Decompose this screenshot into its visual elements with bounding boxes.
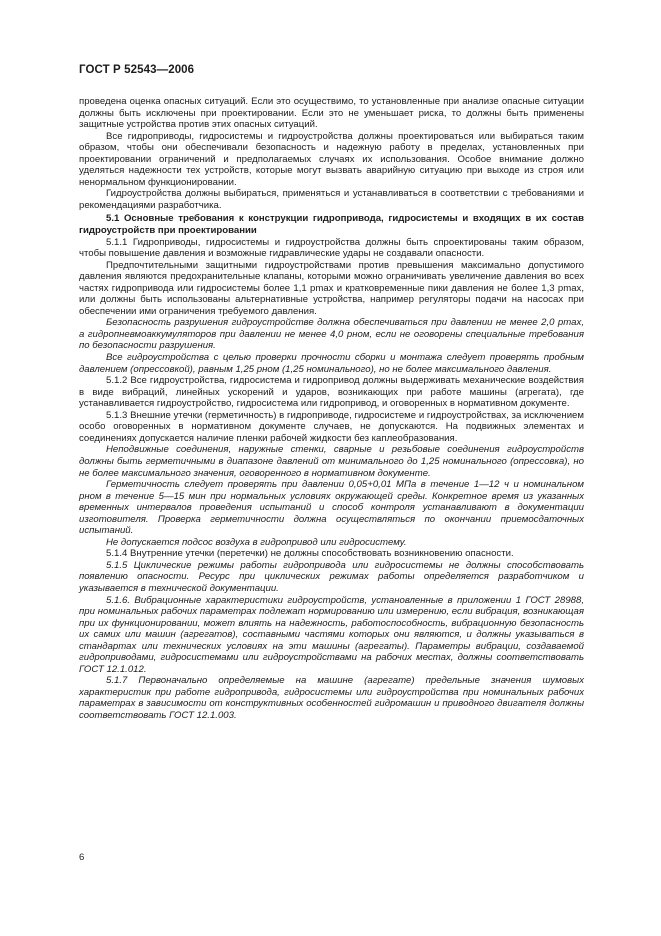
paragraph: проведена оценка опасных ситуаций. Если это осуществимо, то установленные при анализе опасные ситуации должны быть исключены при проектировании. Если это не уменьшает риска, то должны быть применены защитные устройства против этих опасных ситуаций. <box>79 96 584 131</box>
clause-5-1-1: 5.1.1 Гидроприводы, гидросистемы и гидроустройства должны быть спроектированы таким образом, чтобы повышение давления и возможные гидравлические удары не создавали опасности. <box>79 236 584 260</box>
paragraph: Неподвижные соединения, наружные стенки, сварные и резьбовые соединения гидроустройств должны быть герметичными в диапазоне давлений от минимального до 1,25 номинального (опрессовка), но не более максимального значения, оговоренного в нормативном документе. <box>79 444 584 479</box>
clause-5-1-5: 5.1.5 Циклические режимы работы гидропривода или гидросистемы не должны способствовать появлению опасности. Ресурс при циклических режимах работы определяется разработчиком и указывается в технической документации. <box>79 559 584 594</box>
clause-5-1-7: 5.1.7 Первоначально определяемые на машине (агрегате) предельные значения шумовых характеристик при работе гидропривода, гидросистемы или гидроустройства при номинальных рабочих параметрах в зависимости от конструктивных особенностей гидромашин и приводного двигателя должны соответствовать ГОСТ 12.1.003. <box>79 675 584 721</box>
page-header-standard-number: ГОСТ Р 52543—2006 <box>79 64 195 76</box>
clause-5-1-4: 5.1.4 Внутренние утечки (перетечки) не должны способствовать возникновению опасности. <box>106 548 514 560</box>
paragraph: Гидроустройства должны выбираться, применяться и устанавливаться в соответствии с требованиями и рекомендациями разработчика. <box>79 188 584 211</box>
clause-5-1-3: 5.1.3 Внешние утечки (герметичность) в гидроприводе, гидросистеме и гидроустройствах, за исключением особо оговоренных в нормативном документе случаев, не допускаются. На подвижных элементах и соединениях допускается наличие пленки рабочей жидкости без каплеобразования. <box>79 409 584 444</box>
page-number: 6 <box>79 852 85 863</box>
paragraph: Все гидроприводы, гидросистемы и гидроустройства должны проектироваться или выбираться таким образом, чтобы они обеспечивали безопасность и надежную работу в пределах, установленных при проектировании ограничений и предполагаемых случаях их использования. Особое внимание должно уделяться надежности тех устройств, которые могут вызвать аварийную ситуацию при выходе из строя или ненормальном функционировании. <box>79 130 584 188</box>
document-body <box>79 96 584 722</box>
section-heading: 5.1 Основные требования к конструкции гидропривода, гидросистемы и входящих в их состав гидроустройств при проектировании <box>79 213 584 237</box>
paragraph: Герметичность следует проверять при давлении 0,05+0,01 МПа в течение 1—12 ч и номинальном pном в течение 5—15 мин при нормальных условиях окружающей среды. Конкретное время из указанных временных интервалов проведения испытаний и способ контроля устанавливают в документации изготовителя. Проверка герметичности должна осуществляться по окончании приемосдаточных испытаний. <box>79 479 584 537</box>
paragraph: Безопасность разрушения гидроустройстве должна обеспечиваться при давлении не менее 2,0 pmax, а гидропневмоаккумуляторов при давлении не менее 4,0 pном, если не оговорены специальные требования по безопасности разрушения. <box>79 317 584 352</box>
paragraph: Предпочтительными защитными гидроустройствами против превышения максимально допустимого давления являются предохранительные клапаны, которыми можно ограничивать увеличение давления во всех частях гидропривода или гидросистемы более 1,1 pmax и кратковременные пики давления не более 1,3 pmax, или должны быть использованы альтернативные устройства, например регуляторы подачи на насосах при обеспечении ими ограничения требуемого давления. <box>79 259 584 317</box>
clause-5-1-6: 5.1.6. Вибрационные характеристики гидроустройств, установленные в приложении 1 ГОСТ 28988, при номинальных рабочих параметрах подлежат нормированию или измерению, если вибрация, возникающая при их функционировании, может влиять на надежность, работоспособность, вибрационную безопасность их самих или машин (агрегатов), составными частями которых они являются, и должны указываться в стандартах или технических условиях на эти машины (агрегаты). Параметры вибрации, создаваемой гидроприводами, гидросистемами или гидроустройствами на рабочих местах, должны соответствовать ГОСТ 12.1.012. <box>79 594 584 675</box>
paragraph: Все гидроустройства с целью проверки прочности сборки и монтажа следует проверять пробным давлением (опрессовкой), равным 1,25 pном (1,25 номинального), но не более максимального давления. <box>79 352 584 375</box>
clause-5-1-2: 5.1.2 Все гидроустройства, гидросистема и гидропривод должны выдерживать механические воздействия в виде вибраций, линейных ускорений и ударов, возникающих при работе машины (агрегата), где устанавливается гидроустройство, гидросистема или гидропривод, и оговоренных в нормативном документе. <box>79 375 584 410</box>
paragraph: Не допускается подсос воздуха в гидропривод или гидросистему. <box>106 536 407 548</box>
